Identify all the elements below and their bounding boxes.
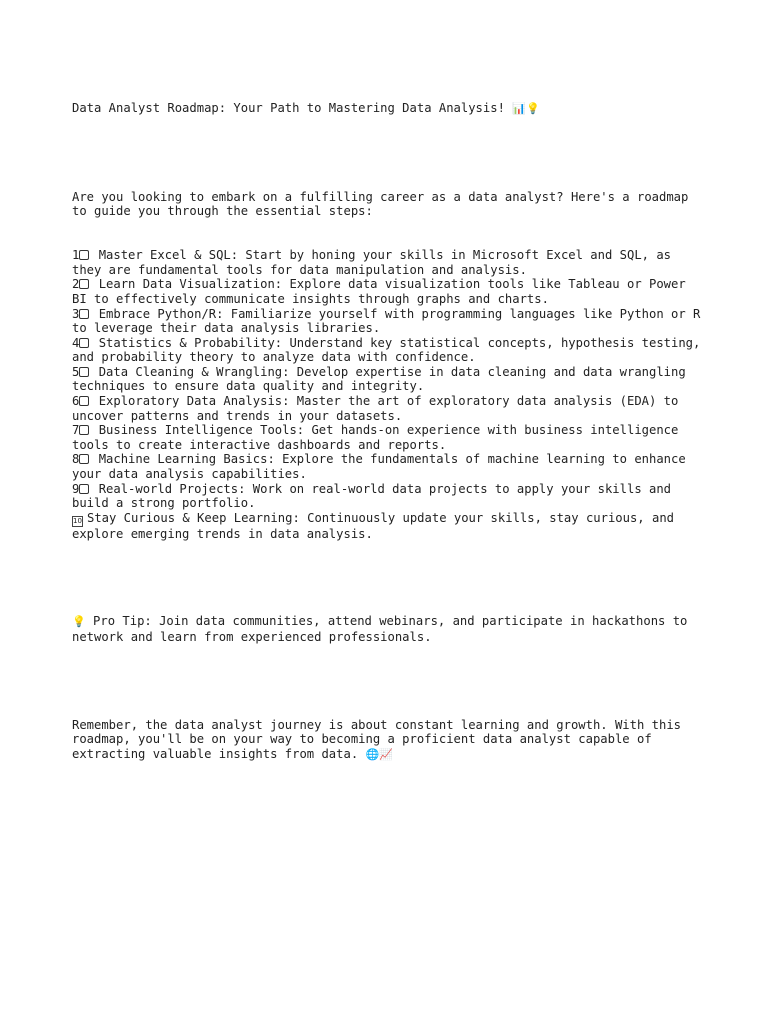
step-text: Data Cleaning & Wrangling: Develop expertise in data cleaning and data wrangling techniques to ensure data quality and integrity. (72, 364, 694, 394)
step-text: Learn Data Visualization: Explore data visualization tools like Tableau or Power BI to effectively communicate insights through graphs and charts. (72, 277, 694, 306)
spacer (72, 674, 702, 689)
list-item (72, 248, 702, 277)
pro-tip (72, 614, 702, 644)
keycap-icon (79, 484, 89, 494)
pro-tip-text: Pro Tip: Join data communities, attend webinars, and participate in hackathons to network and learn from experienced professionals. (72, 614, 695, 644)
title-text: Data Analyst Roadmap: Your Path to Mastering Data Analysis! (72, 101, 505, 116)
document-body (72, 72, 708, 777)
keycap-icon (79, 309, 89, 319)
intro-paragraph: Are you looking to embark on a fulfilling career as a data analyst? Here's a roadmap to guide you through the essential steps: (72, 189, 696, 219)
step-number: 6 (72, 394, 80, 409)
step-number: 7 (72, 423, 80, 438)
keycap-icon (79, 396, 89, 406)
step-text: Master Excel & SQL: Start by honing your skills in Microsoft Excel and SQL, as they are fundamental tools for data manipulation and analysis. (72, 248, 679, 277)
keycap-icon (79, 250, 89, 260)
keycap-icon (79, 279, 89, 289)
step-number: 8 (72, 452, 80, 467)
keycap-icon (79, 454, 89, 464)
step-number: 1 (72, 248, 80, 263)
step-text: Statistics & Probability: Understand key statistical concepts, hypothesis testing, and probability theory to analyze data with confidence. (72, 335, 708, 365)
list-item (72, 365, 702, 394)
step-text: Business Intelligence Tools: Get hands-on experience with business intelligence tools to create interactive dashboards and reports. (72, 423, 686, 452)
lightbulb-icon: 💡 (72, 615, 86, 629)
step-number: 9 (72, 481, 80, 496)
spacer (72, 146, 702, 161)
list-item (72, 277, 702, 306)
step-text: Real-world Projects: Work on real-world data projects to apply your skills and build a strong portfolio. (72, 481, 679, 511)
step-text: Machine Learning Basics: Explore the fundamentals of machine learning to enhance your data analysis capabilities. (72, 452, 694, 482)
list-item (72, 423, 702, 452)
list-item (72, 335, 708, 365)
globe-chart-icon: 🌐📈 (365, 747, 393, 761)
step-number: 3 (72, 306, 80, 321)
list-item (72, 306, 708, 336)
keycap-ten-icon: 10 (73, 516, 82, 525)
list-item (72, 394, 702, 423)
list-item (72, 482, 702, 511)
step-number: 4 (72, 335, 80, 350)
document-title (72, 101, 702, 117)
closing-text: Remember, the data analyst journey is about constant learning and growth. With this roadmap, you'll be on your way to becoming a proficient data analyst capable of extracting valuable insights from data. (72, 717, 689, 761)
step-number: 2 (72, 277, 80, 292)
step-number: 5 (72, 364, 80, 379)
steps-list (72, 248, 708, 541)
spacer (72, 571, 702, 586)
closing-paragraph (72, 718, 702, 763)
keycap-icon (79, 367, 89, 377)
keycap-icon (79, 425, 89, 435)
step-text: Stay Curious & Keep Learning: Continuously update your skills, stay curious, and explore emerging trends in data analysis. (72, 510, 682, 541)
keycap-icon (79, 338, 89, 348)
step-text: Exploratory Data Analysis: Master the art of exploratory data analysis (EDA) to uncover patterns and trends in your datasets. (72, 394, 686, 423)
list-item (72, 511, 702, 542)
list-item (72, 452, 702, 481)
chart-lightbulb-icon: 📊💡 (512, 102, 540, 116)
step-text: Embrace Python/R: Familiarize yourself with programming languages like Python or R to leverage their data analysis libraries. (72, 306, 708, 336)
